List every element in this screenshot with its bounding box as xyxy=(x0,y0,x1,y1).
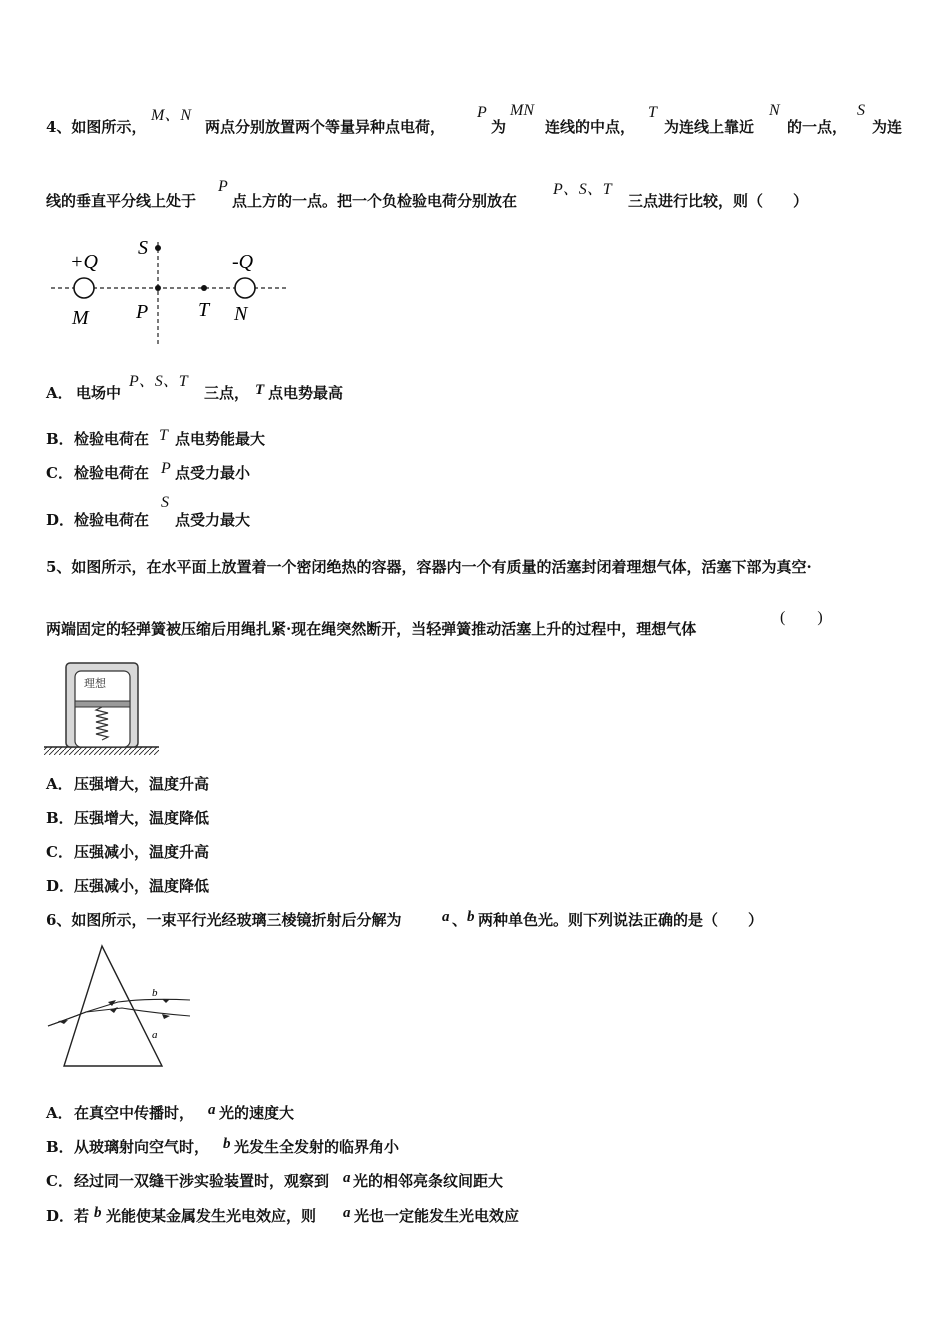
q4-option-d-math: S xyxy=(161,494,169,511)
q4-line1-t6: 为连 xyxy=(872,118,903,136)
q6-option-d-post2: 光也一定能发生光电效应 xyxy=(354,1207,520,1225)
q4-option-c-label: C． xyxy=(46,464,73,482)
q6-option-c-pre: 经过同一双缝干涉实验装置时，观察到 xyxy=(74,1172,330,1190)
label-minus-q: -Q xyxy=(232,251,254,273)
q4-line1-t4: 为连线上靠近 xyxy=(664,118,755,136)
q6-option-a-post: 光的速度大 xyxy=(219,1104,295,1122)
q4-line1-t5: 的一点， xyxy=(787,118,848,136)
q4-line2-t3: 三点进行比较，则（ ） xyxy=(628,192,809,210)
ray-b-exit-arrow xyxy=(162,999,170,1003)
q6-option-a-pre: 在真空中传播时， xyxy=(74,1104,195,1122)
q5-line2: 两端固定的轻弹簧被压缩后用绳扎紧·现在绳突然断开，当轻弹簧推动活塞上升的过程中，理想气体 xyxy=(46,620,697,638)
q5-option-d-label: D． xyxy=(46,877,75,895)
q4-line1-t3: 连线的中点， xyxy=(545,118,636,136)
q5-option-a-label: A． xyxy=(46,775,73,793)
q4-option-a-tail: 点电势最高 xyxy=(268,384,344,402)
q4-line2-t2: 点上方的一点。把一个负检验电荷分别放在 xyxy=(232,192,518,210)
q6-stem-sep: 、 xyxy=(452,911,468,929)
q6-option-b-pre: 从玻璃射向空气时， xyxy=(74,1138,210,1156)
q4-option-c-math: P xyxy=(161,460,171,477)
q4-math-p: P xyxy=(477,104,487,121)
q5-option-a-text: 压强增大，温度升高 xyxy=(74,775,210,793)
q6-option-d-label: D． xyxy=(46,1207,75,1225)
point-s-dot xyxy=(155,245,161,251)
q6-stem-b: b xyxy=(467,909,475,925)
label-plus-q: +Q xyxy=(70,251,98,273)
label-a: a xyxy=(152,1029,158,1041)
q6-option-d-post: 光能使某金属发生光电效应，则 xyxy=(106,1207,317,1225)
q4-option-b-post: 点电势能最大 xyxy=(175,430,266,448)
ground-hatch xyxy=(44,747,159,755)
q5-line1: 5、如图所示，在水平面上放置着一个密闭绝热的容器，容器内一个有质量的活塞封闭着理想气体，活塞下部为真空· xyxy=(46,558,812,576)
q5-option-b-text: 压强增大，温度降低 xyxy=(74,809,210,827)
q4-math-mn-points: M、N xyxy=(151,107,192,124)
label-p: P xyxy=(136,301,149,323)
q4-option-a-tail-math: T xyxy=(255,382,265,398)
q4-option-b-pre: 检验电荷在 xyxy=(74,430,150,448)
q4-line2-math-p: P xyxy=(218,178,228,195)
label-t: T xyxy=(198,299,210,321)
q6-option-a-var: a xyxy=(208,1102,216,1118)
q6-figure-prism xyxy=(44,940,196,1072)
charge-m-circle xyxy=(74,278,94,298)
label-m: M xyxy=(72,307,89,329)
q4-option-c-pre: 检验电荷在 xyxy=(74,464,150,482)
label-s: S xyxy=(138,237,148,259)
q6-option-d-pre: 若 xyxy=(74,1207,90,1225)
q4-option-d-post: 点受力最大 xyxy=(175,511,251,529)
q4-option-a-label: A． xyxy=(46,384,73,402)
q5-option-c-text: 压强减小，温度升高 xyxy=(74,843,210,861)
q6-option-b-var: b xyxy=(223,1136,231,1152)
label-n: N xyxy=(234,303,248,325)
q5-paren: ( ) xyxy=(780,609,823,626)
q5-option-d-text: 压强减小，温度降低 xyxy=(74,877,210,895)
q4-option-d-pre: 检验电荷在 xyxy=(74,511,150,529)
q4-figure-charges xyxy=(46,232,296,350)
q4-option-a-pre: 电场中 xyxy=(76,384,122,402)
q5-option-c-label: C． xyxy=(46,843,73,861)
q4-option-d-label: D． xyxy=(46,511,75,529)
q6-option-d-var2: a xyxy=(343,1205,351,1221)
q4-option-a-post: 三点， xyxy=(204,384,250,402)
point-p-dot xyxy=(155,285,161,291)
q4-math-s: S xyxy=(857,102,865,119)
q4-line1-t1: 两点分别放置两个等量异种点电荷， xyxy=(205,118,446,136)
q6-option-c-var: a xyxy=(343,1170,351,1186)
gas-label: 理想 xyxy=(84,678,106,690)
q6-option-b-post: 光发生全发射的临界角小 xyxy=(234,1138,400,1156)
q6-option-c-post: 光的相邻亮条纹间距大 xyxy=(353,1172,504,1190)
ray-a-exit-arrow xyxy=(162,1014,170,1019)
q4-line2-t1: 线的垂直平分线上处于 xyxy=(46,192,197,210)
q4-math-n: N xyxy=(769,102,780,119)
q5-figure-container xyxy=(44,660,160,758)
q4-math-t: T xyxy=(648,104,657,121)
q4-option-b-label: B． xyxy=(46,430,74,448)
q4-line1-prefix: 4、如图所示， xyxy=(46,118,147,136)
q4-line1-t2: 为 xyxy=(491,118,507,136)
q4-line2-math-pst: P、S、T xyxy=(553,181,612,198)
q6-option-d-var: b xyxy=(94,1205,102,1221)
q4-math-mn: MN xyxy=(510,102,534,119)
label-b: b xyxy=(152,987,158,999)
q6-stem-post: 两种单色光。则下列说法正确的是（ ） xyxy=(478,911,764,929)
q4-option-a-math: P、S、T xyxy=(129,373,188,390)
q6-stem-a: a xyxy=(442,909,450,925)
point-t-dot xyxy=(201,285,207,291)
q6-option-c-label: C． xyxy=(46,1172,73,1190)
q6-option-a-label: A． xyxy=(46,1104,73,1122)
triangular-prism xyxy=(64,946,162,1066)
q4-option-c-post: 点受力最小 xyxy=(175,464,251,482)
charge-n-circle xyxy=(235,278,255,298)
piston xyxy=(75,701,130,707)
q5-option-b-label: B． xyxy=(46,809,74,827)
q6-stem-pre: 6、如图所示，一束平行光经玻璃三棱镜折射后分解为 xyxy=(46,911,402,929)
q4-option-b-math: T xyxy=(159,427,168,444)
q6-option-b-label: B． xyxy=(46,1138,74,1156)
